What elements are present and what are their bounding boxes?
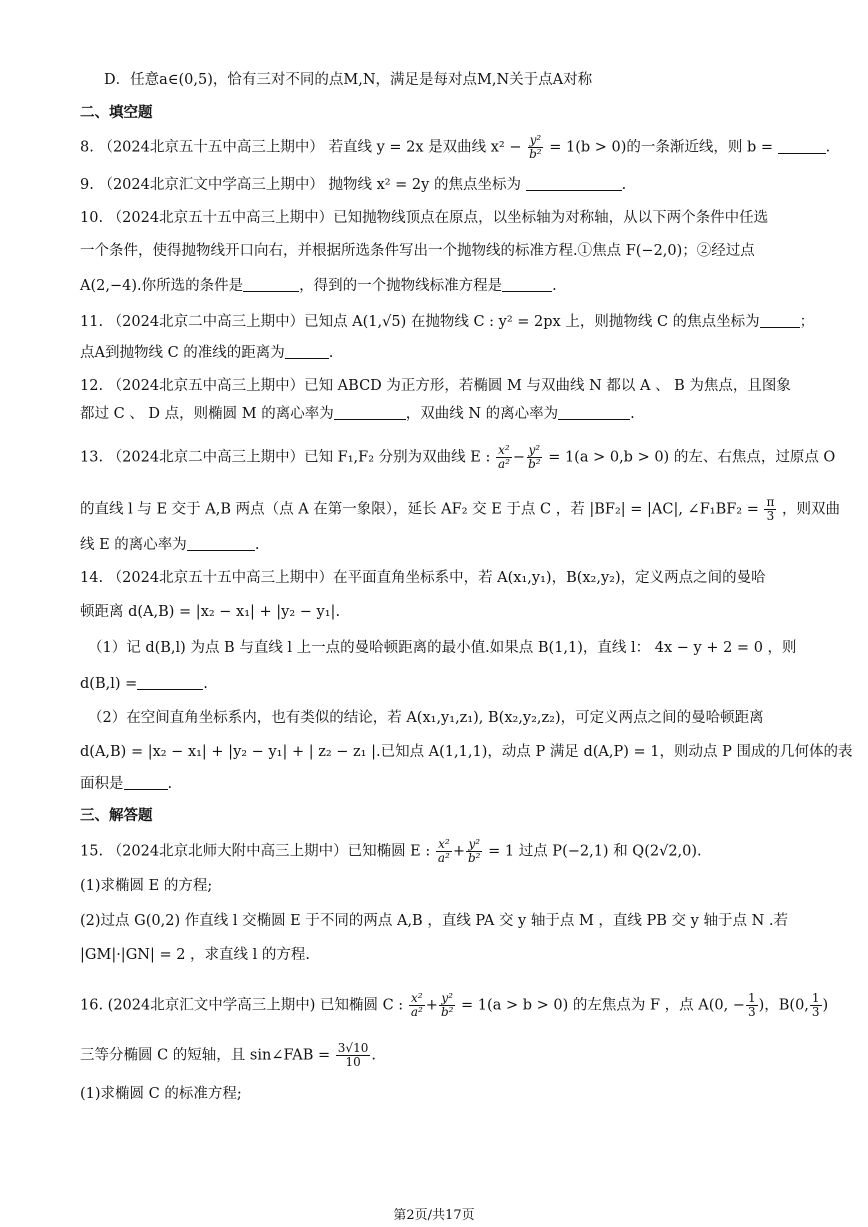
question-13-line-3: 线 E 的离心率为 .: [80, 537, 260, 553]
answer-blank[interactable]: [124, 775, 168, 790]
answer-blank[interactable]: [285, 344, 329, 359]
answer-blank[interactable]: [334, 405, 406, 420]
question-11-line-2: 点A到抛物线 C 的准线的距离为 .: [80, 345, 334, 361]
question-14-part-2-line-2: d(A,B) = |x₂ − x₁| + |y₂ − y₁| + | z₂ − z₁ |.已知点 A(1,1,1)，动点 P 满足 d(A,P) = 1，则动点 P 围成的几何体的表: [80, 744, 853, 760]
question-16-step-1: (1)求椭圆 C 的标准方程;: [80, 1086, 242, 1102]
answer-blank[interactable]: [558, 405, 630, 420]
answer-blank[interactable]: [526, 176, 622, 191]
answer-blank[interactable]: [137, 675, 203, 690]
question-14-part-2-line-3: 面积是 .: [80, 776, 173, 792]
section-answer-heading: 三、解答题: [80, 808, 153, 824]
fraction: $\frac{\text{x²}}{\text{a²}}$: [410, 991, 423, 1019]
question-16-line-2: 三等分椭圆 C 的短轴，且 sin∠FAB = $\frac{3√10}{10}$ .: [80, 1041, 376, 1069]
question-10-line-1: 10. （2024北京五十五中高三上期中）已知抛物线顶点在原点，以坐标轴为对称轴，从以下两个条件中任选: [80, 210, 769, 226]
fraction: $\frac{1}{3}$: [811, 991, 820, 1019]
question-8: 8. （2024北京五十五中高三上期中） 若直线 y = 2x 是双曲线 x² − $\frac{\text{y²}}{\text{b²}}$ = 1(b > 0)的一条渐近线，则 b = .: [80, 133, 831, 161]
section-fill-blank-heading: 二、填空题: [80, 105, 153, 121]
answer-blank[interactable]: [778, 139, 826, 154]
question-14-part-2: （2）在空间直角坐标系内，也有类似的结论，若 A(x₁,y₁,z₁), B(x₂,y₂,z₂)，可定义两点之间的曼哈顿距离: [88, 710, 764, 726]
question-15-line-1: 15. （2024北京北师大附中高三上期中）已知椭圆 E : $\frac{\text{x²}}{\text{a²}}$ + $\frac{\text{y²}}{\text{b²}}$ = 1 过点 P(−2,1) 和 Q(2√2,0).: [80, 837, 702, 865]
fraction: $\frac{\text{x²}}{\text{a²}}$: [497, 443, 510, 471]
question-13-line-2: 的直线 l 与 E 交于 A,B 两点（点 A 在第一象限），延长 AF₂ 交 E 于点 C ，若 |BF₂| = |AC|, ∠F₁BF₂ = $\frac{\pi}{3}$ ，则双曲: [80, 495, 840, 523]
option-d: D．任意a∈(0,5)，恰有三对不同的点M,N，满足是每对点M,N关于点A对称: [104, 72, 593, 88]
fraction: $\frac{\text{y²}}{\text{b²}}$: [529, 133, 542, 161]
question-12-line-2: 都过 C 、 D 点，则椭圆 M 的离心率为 ，双曲线 N 的离心率为 .: [80, 406, 635, 422]
answer-blank[interactable]: [243, 277, 299, 292]
fraction: $\frac{\text{x²}}{\text{a²}}$: [437, 837, 450, 865]
fraction: $\frac{\text{y²}}{\text{b²}}$: [528, 443, 541, 471]
answer-blank[interactable]: [502, 277, 552, 292]
fraction: $\frac{3√10}{10}$: [337, 1041, 369, 1069]
fraction: $\frac{1}{3}$: [747, 991, 756, 1019]
answer-blank[interactable]: [187, 536, 255, 551]
question-12-line-1: 12. （2024北京五中高三上期中）已知 ABCD 为正方形，若椭圆 M 与双曲线 N 都以 A 、 B 为焦点，且图象: [80, 378, 791, 394]
question-14-part-1: （1）记 d(B,l) 为点 B 与直线 l 上一点的曼哈顿距离的最小值.如果点 B(1,1)，直线 l： 4x − y + 2 = 0 ，则: [88, 640, 797, 656]
question-9: 9. （2024北京汇文中学高三上期中） 抛物线 x² = 2y 的焦点坐标为 .: [80, 177, 627, 193]
question-10-line-2: 一个条件，使得抛物线开口向右，并根据所选条件写出一个抛物线的标准方程.①焦点 F(−2,0)；②经过点: [80, 243, 755, 259]
question-14-line-1: 14. （2024北京五十五中高三上期中）在平面直角坐标系中，若 A(x₁,y₁)，B(x₂,y₂)，定义两点之间的曼哈: [80, 570, 766, 586]
fraction: $\frac{\text{y²}}{\text{b²}}$: [468, 837, 481, 865]
question-14-line-2: 顿距离 d(A,B) = |x₂ − x₁| + |y₂ − y₁|.: [80, 604, 341, 620]
question-16-line-1: 16. (2024北京汇文中学高三上期中) 已知椭圆 C : $\frac{\text{x²}}{\text{a²}}$ + $\frac{\text{y²}}{\text{b²}}$ = 1(a > b > 0) 的左焦点为 F ，点 A(0, − $\frac{1}{3}$ )，B(0, $\frac{1}{3}$ ): [80, 991, 829, 1019]
page-footer: 第2页/共17页: [393, 1208, 475, 1223]
question-14-part-1-answer: d(B,l) = .: [80, 676, 208, 692]
question-13-line-1: 13. （2024北京二中高三上期中）已知 F₁,F₂ 分别为双曲线 E : $\frac{\text{x²}}{\text{a²}}$ − $\frac{\text{y²}}{\text{b²}}$ = 1(a > 0,b > 0) 的左、右焦点，过原点 O: [80, 443, 836, 471]
question-15-step-1: (1)求椭圆 E 的方程;: [80, 878, 213, 894]
answer-blank[interactable]: [760, 313, 800, 328]
question-11-line-1: 11. （2024北京二中高三上期中）已知点 A(1,√5) 在抛物线 C : y² = 2px 上，则抛物线 C 的焦点坐标为 ；: [80, 314, 815, 330]
fraction: $\frac{\text{y²}}{\text{b²}}$: [440, 991, 454, 1019]
question-10-line-3: A(2,−4).你所选的条件是 ，得到的一个抛物线标准方程是 .: [80, 278, 557, 294]
question-15-step-2-line-2: |GM|·|GN| = 2 ，求直线 l 的方程.: [80, 947, 311, 963]
fraction: $\frac{\pi}{3}$: [766, 495, 775, 523]
question-15-step-2: (2)过点 G(0,2) 作直线 l 交椭圆 E 于不同的两点 A,B ，直线 PA 交 y 轴于点 M ，直线 PB 交 y 轴于点 N .若: [80, 913, 788, 929]
